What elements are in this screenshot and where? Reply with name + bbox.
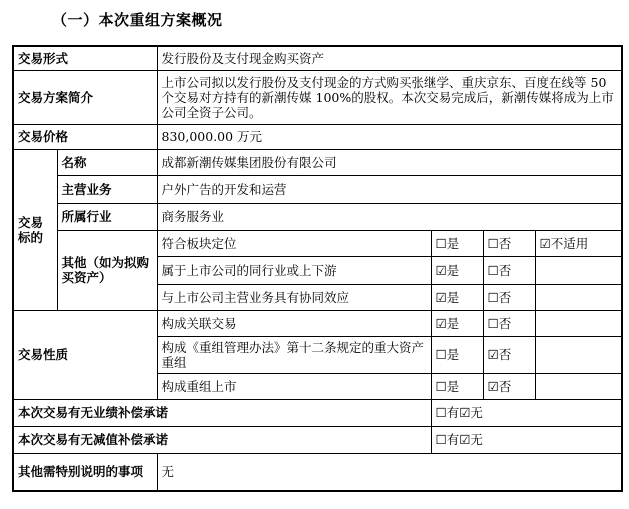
- checkbox-na: ☑不适用: [535, 230, 622, 256]
- business-value: 户外广告的开发和运营: [157, 175, 622, 203]
- perf-value: ☐有☑无: [431, 399, 622, 426]
- row-performance-commitment: [13, 399, 622, 426]
- empty-cell: [535, 310, 622, 336]
- restructuring-summary-table: [12, 45, 623, 492]
- other-note-label: 其他需特别说明的事项: [13, 453, 157, 491]
- target-label: 交易标的: [13, 149, 57, 310]
- checkbox-blank: [535, 284, 622, 310]
- row-summary: [13, 70, 622, 124]
- checkbox-no: ☐否: [483, 284, 535, 310]
- checkbox-no: ☐否: [483, 230, 535, 256]
- price-value: 830,000.00 万元: [157, 124, 622, 149]
- checkbox-no: ☐否: [483, 310, 535, 336]
- industry-value: 商务服务业: [157, 203, 622, 230]
- empty-cell: [535, 336, 622, 373]
- nature-item-text: 构成《重组管理办法》第十二条规定的重大资产重组: [157, 336, 431, 373]
- row-nature-1: [13, 310, 622, 336]
- industry-label: 所属行业: [57, 203, 157, 230]
- empty-cell: [535, 373, 622, 399]
- summary-value: 上市公司拟以发行股份及支付现金的方式购买张继学、重庆京东、百度在线等 50 个交易对方持有的新潮传媒 100%的股权。本次交易完成后，新潮传媒将成为上市公司全资子公司。: [157, 70, 622, 124]
- checkbox-blank: [535, 256, 622, 284]
- other-note-value: 无: [157, 453, 622, 491]
- name-value: 成都新潮传媒集团股份有限公司: [157, 149, 622, 175]
- row-business: [13, 175, 622, 203]
- form-value: 发行股份及支付现金购买资产: [157, 46, 622, 70]
- checkbox-yes: ☑是: [431, 256, 483, 284]
- checkbox-no: ☐否: [483, 256, 535, 284]
- row-other-1: [13, 230, 622, 256]
- row-impairment-commitment: [13, 426, 622, 453]
- impair-label: 本次交易有无减值补偿承诺: [13, 426, 431, 453]
- summary-label: 交易方案简介: [13, 70, 157, 124]
- checkbox-no: ☑否: [483, 336, 535, 373]
- other-item-text: 符合板块定位: [157, 230, 431, 256]
- nature-label: 交易性质: [13, 310, 157, 399]
- other-label: 其他（如为拟购买资产）: [57, 230, 157, 310]
- form-label: 交易形式: [13, 46, 157, 70]
- business-label: 主营业务: [57, 175, 157, 203]
- checkbox-yes: ☑是: [431, 310, 483, 336]
- name-label: 名称: [57, 149, 157, 175]
- other-item-text: 与上市公司主营业务具有协同效应: [157, 284, 431, 310]
- checkbox-yes: ☑是: [431, 284, 483, 310]
- nature-item-text: 构成重组上市: [157, 373, 431, 399]
- perf-label: 本次交易有无业绩补偿承诺: [13, 399, 431, 426]
- price-label: 交易价格: [13, 124, 157, 149]
- section-heading: （一）本次重组方案概况: [52, 11, 223, 29]
- row-other-notes: [13, 453, 622, 491]
- row-form: [13, 46, 622, 70]
- checkbox-no: ☑否: [483, 373, 535, 399]
- nature-item-text: 构成关联交易: [157, 310, 431, 336]
- checkbox-yes: ☐是: [431, 336, 483, 373]
- checkbox-yes: ☐是: [431, 373, 483, 399]
- other-item-text: 属于上市公司的同行业或上下游: [157, 256, 431, 284]
- impair-value: ☐有☑无: [431, 426, 622, 453]
- checkbox-yes: ☐是: [431, 230, 483, 256]
- row-price: [13, 124, 622, 149]
- row-industry: [13, 203, 622, 230]
- row-name: [13, 149, 622, 175]
